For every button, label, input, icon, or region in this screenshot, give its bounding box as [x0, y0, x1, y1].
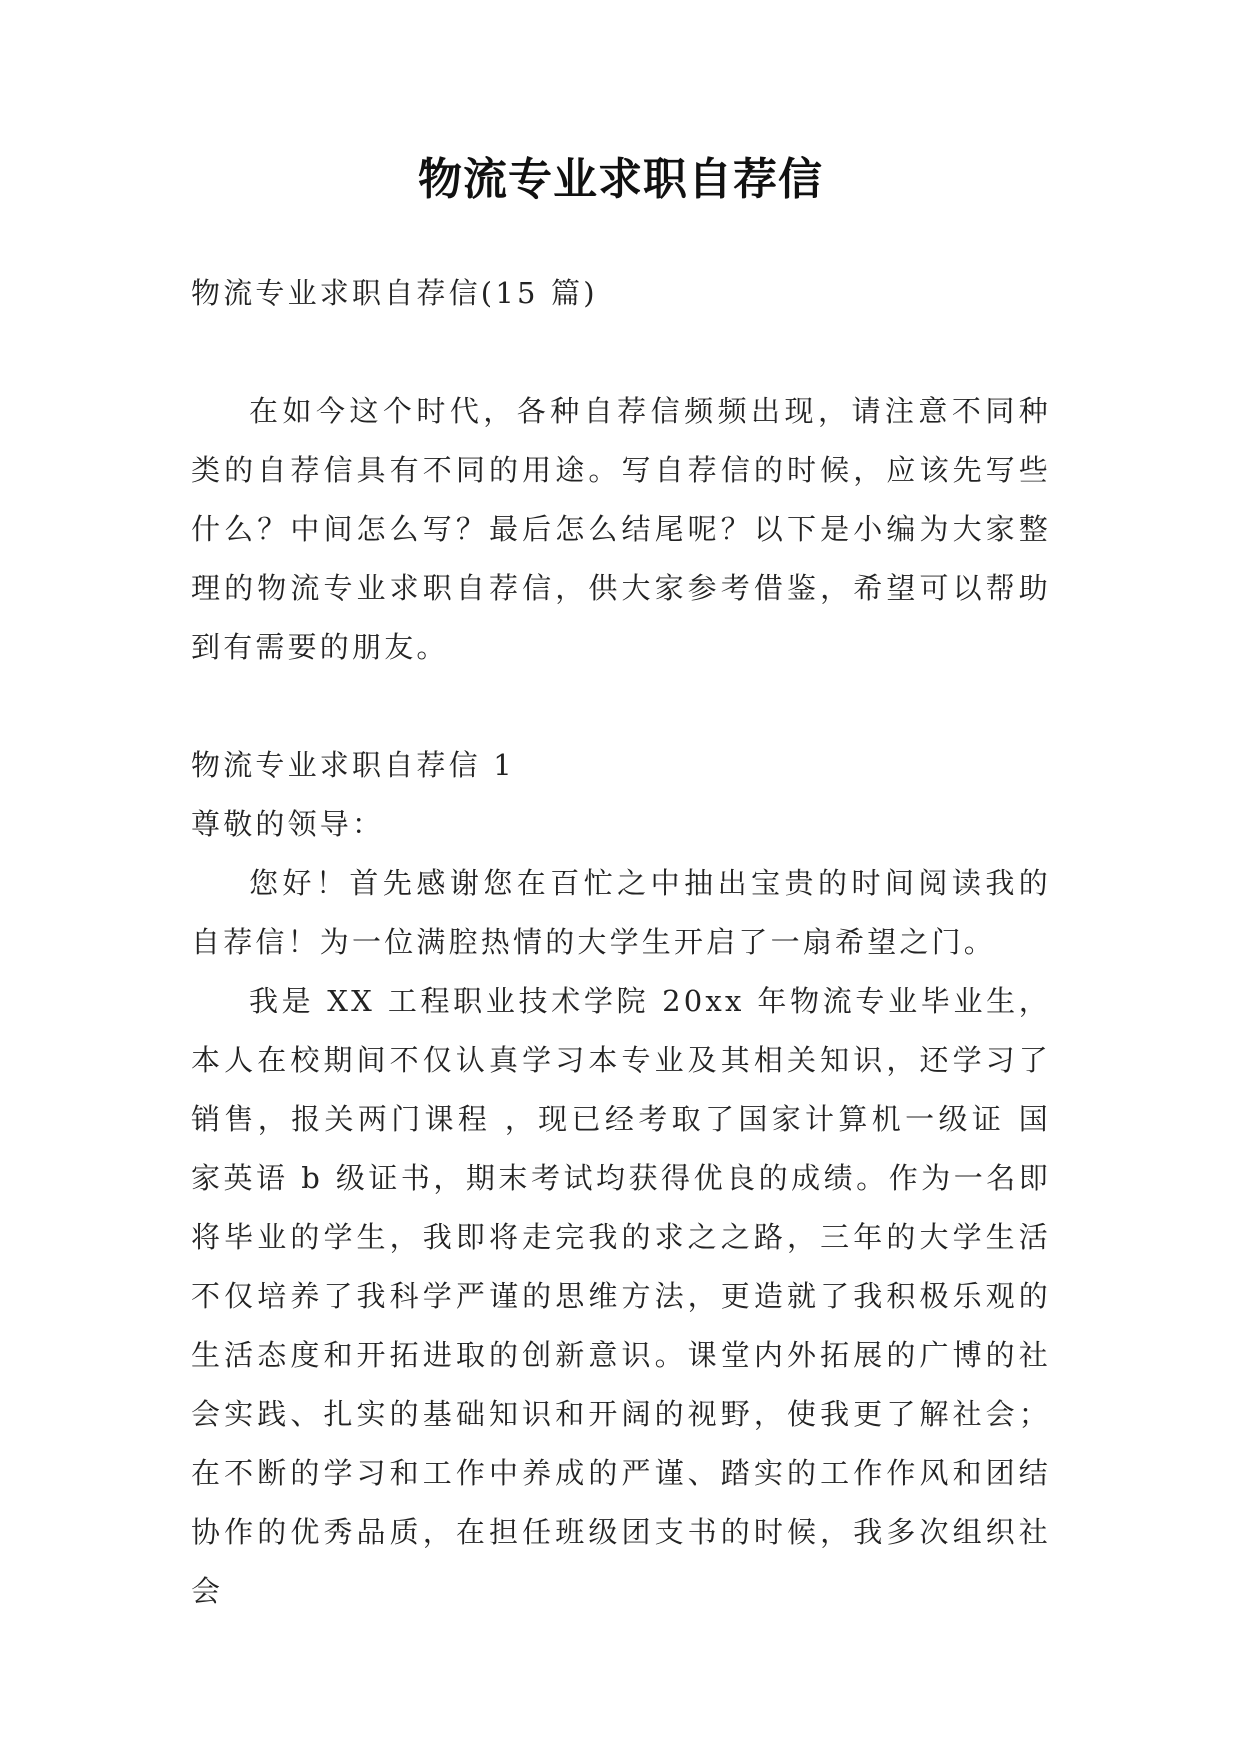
salutation: 尊敬的领导：: [191, 807, 385, 841]
document-body: [191, 264, 1051, 1621]
intro-paragraph: 在如今这个时代，各种自荐信频频出现，请注意不同种类的自荐信具有不同的用途。写自荐信的时候，应该先写些什么？中间怎么写？最后怎么结尾呢？以下是小编为大家整理的物流专业求职自荐信，供大家参考借鉴，希望可以帮助到有需要的朋友。: [191, 394, 1051, 664]
section-heading: 物流专业求职自荐信 1: [191, 748, 515, 782]
body-paragraph-2: 我是 XX 工程职业技术学院 20xx 年物流专业毕业生，本人在校期间不仅认真学习本专业及其相关知识，还学习了销售，报关两门课程 ，现已经考取了国家计算机一级证 国家英语 b 级证书，期末考试均获得优良的成绩。作为一名即将毕业的学生，我即将走完我的求之之路，三年的大学生活不仅培养了我科学严谨的思维方法，更造就了我积极乐观的生活态度和开拓进取的创新意识。课堂内外拓展的广博的社会实践、扎实的基础知识和开阔的视野，使我更了解社会；在不断的学习和工作中养成的严谨、踏实的工作作风和团结协作的优秀品质，在担任班级团支书的时候，我多次组织社会: [191, 984, 1051, 1608]
document-subtitle: 物流专业求职自荐信(15 篇): [191, 276, 598, 310]
body-paragraph-1: 您好！首先感谢您在百忙之中抽出宝贵的时间阅读我的自荐信！为一位满腔热情的大学生开启了一扇希望之门。: [191, 866, 1051, 959]
document-title: 物流专业求职自荐信: [418, 154, 823, 205]
